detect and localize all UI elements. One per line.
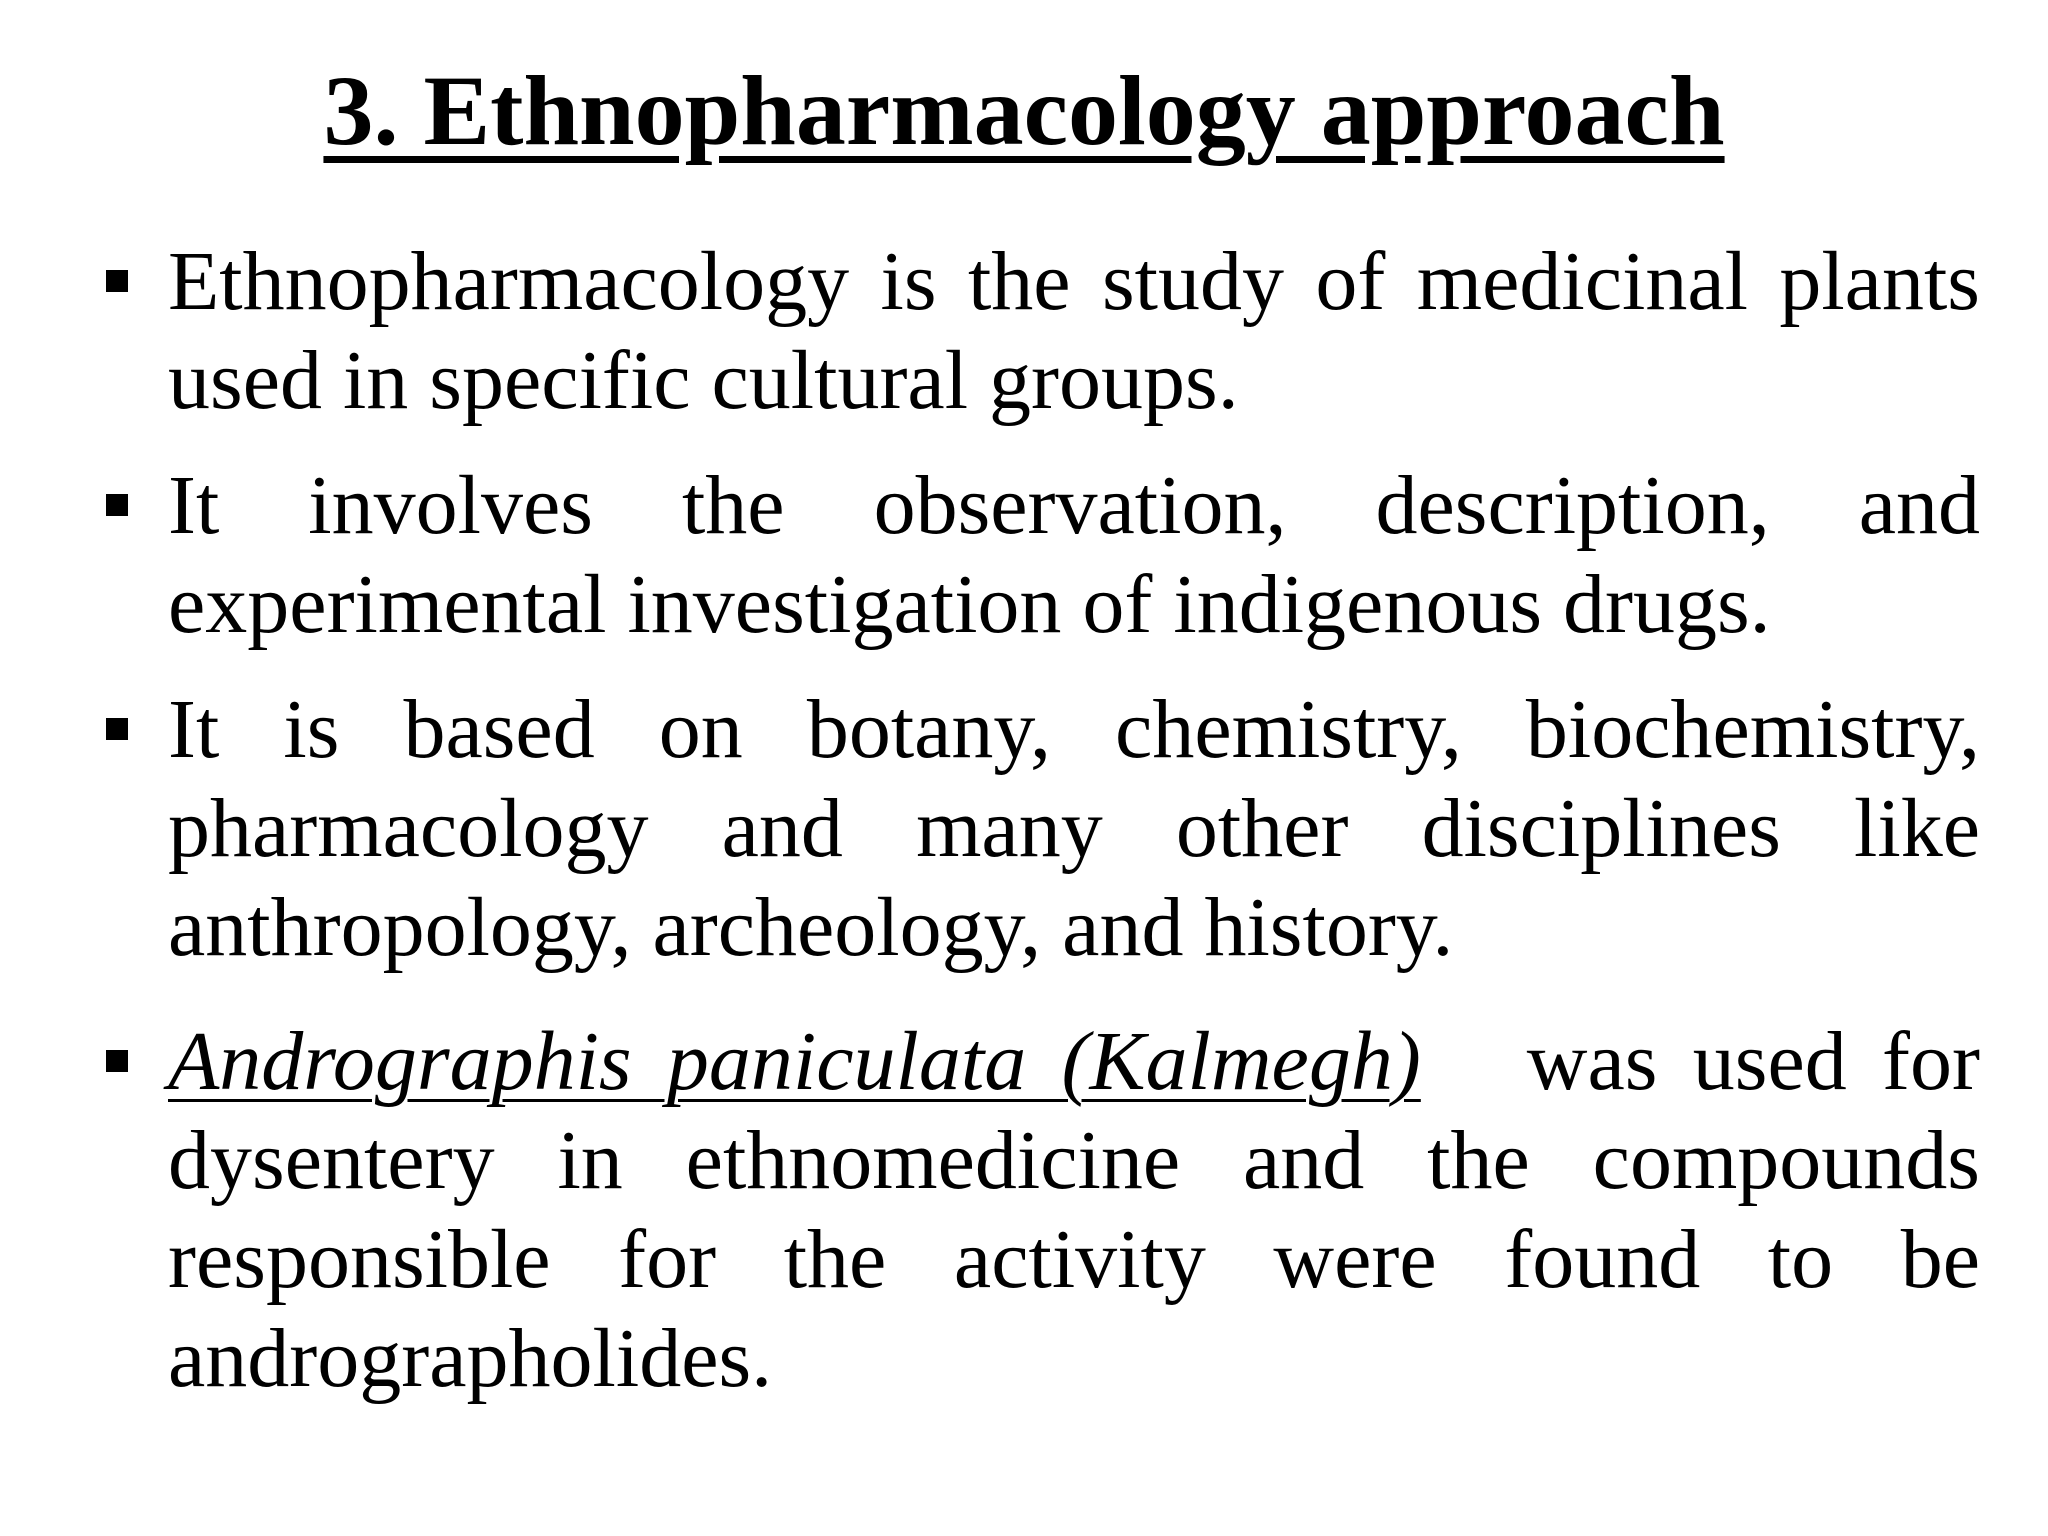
bullet-item-example (92, 1012, 1980, 1408)
bullet-text: Ethnopharmacology is the study of medicinal plants used in specific cultural groups. (168, 235, 1980, 427)
slide-title: 3. Ethnopharmacology approach (323, 55, 1725, 166)
bullet-text: It involves the observation, description, and experimental investigation of indigenous drugs. (168, 459, 1980, 651)
species-name: Andrographis paniculata (Kalmegh) (168, 1015, 1421, 1108)
square-bullet-icon (106, 718, 128, 740)
bullet-text: It is based on botany, chemistry, biochemistry, pharmacology and many other disciplines like anthropology, archeology, and history. (168, 683, 1980, 974)
bullet-text: was used for dysentery in ethnomedicine and the compounds responsible for the activity were found to be andrographolides. (168, 1015, 1981, 1405)
square-bullet-icon (106, 494, 128, 516)
bullet-item-definition (92, 232, 1980, 430)
bullet-item-involves (92, 456, 1980, 654)
square-bullet-icon (106, 1050, 128, 1072)
square-bullet-icon (106, 270, 128, 292)
bullet-item-disciplines (92, 680, 1980, 977)
bullet-list (92, 232, 1980, 1434)
